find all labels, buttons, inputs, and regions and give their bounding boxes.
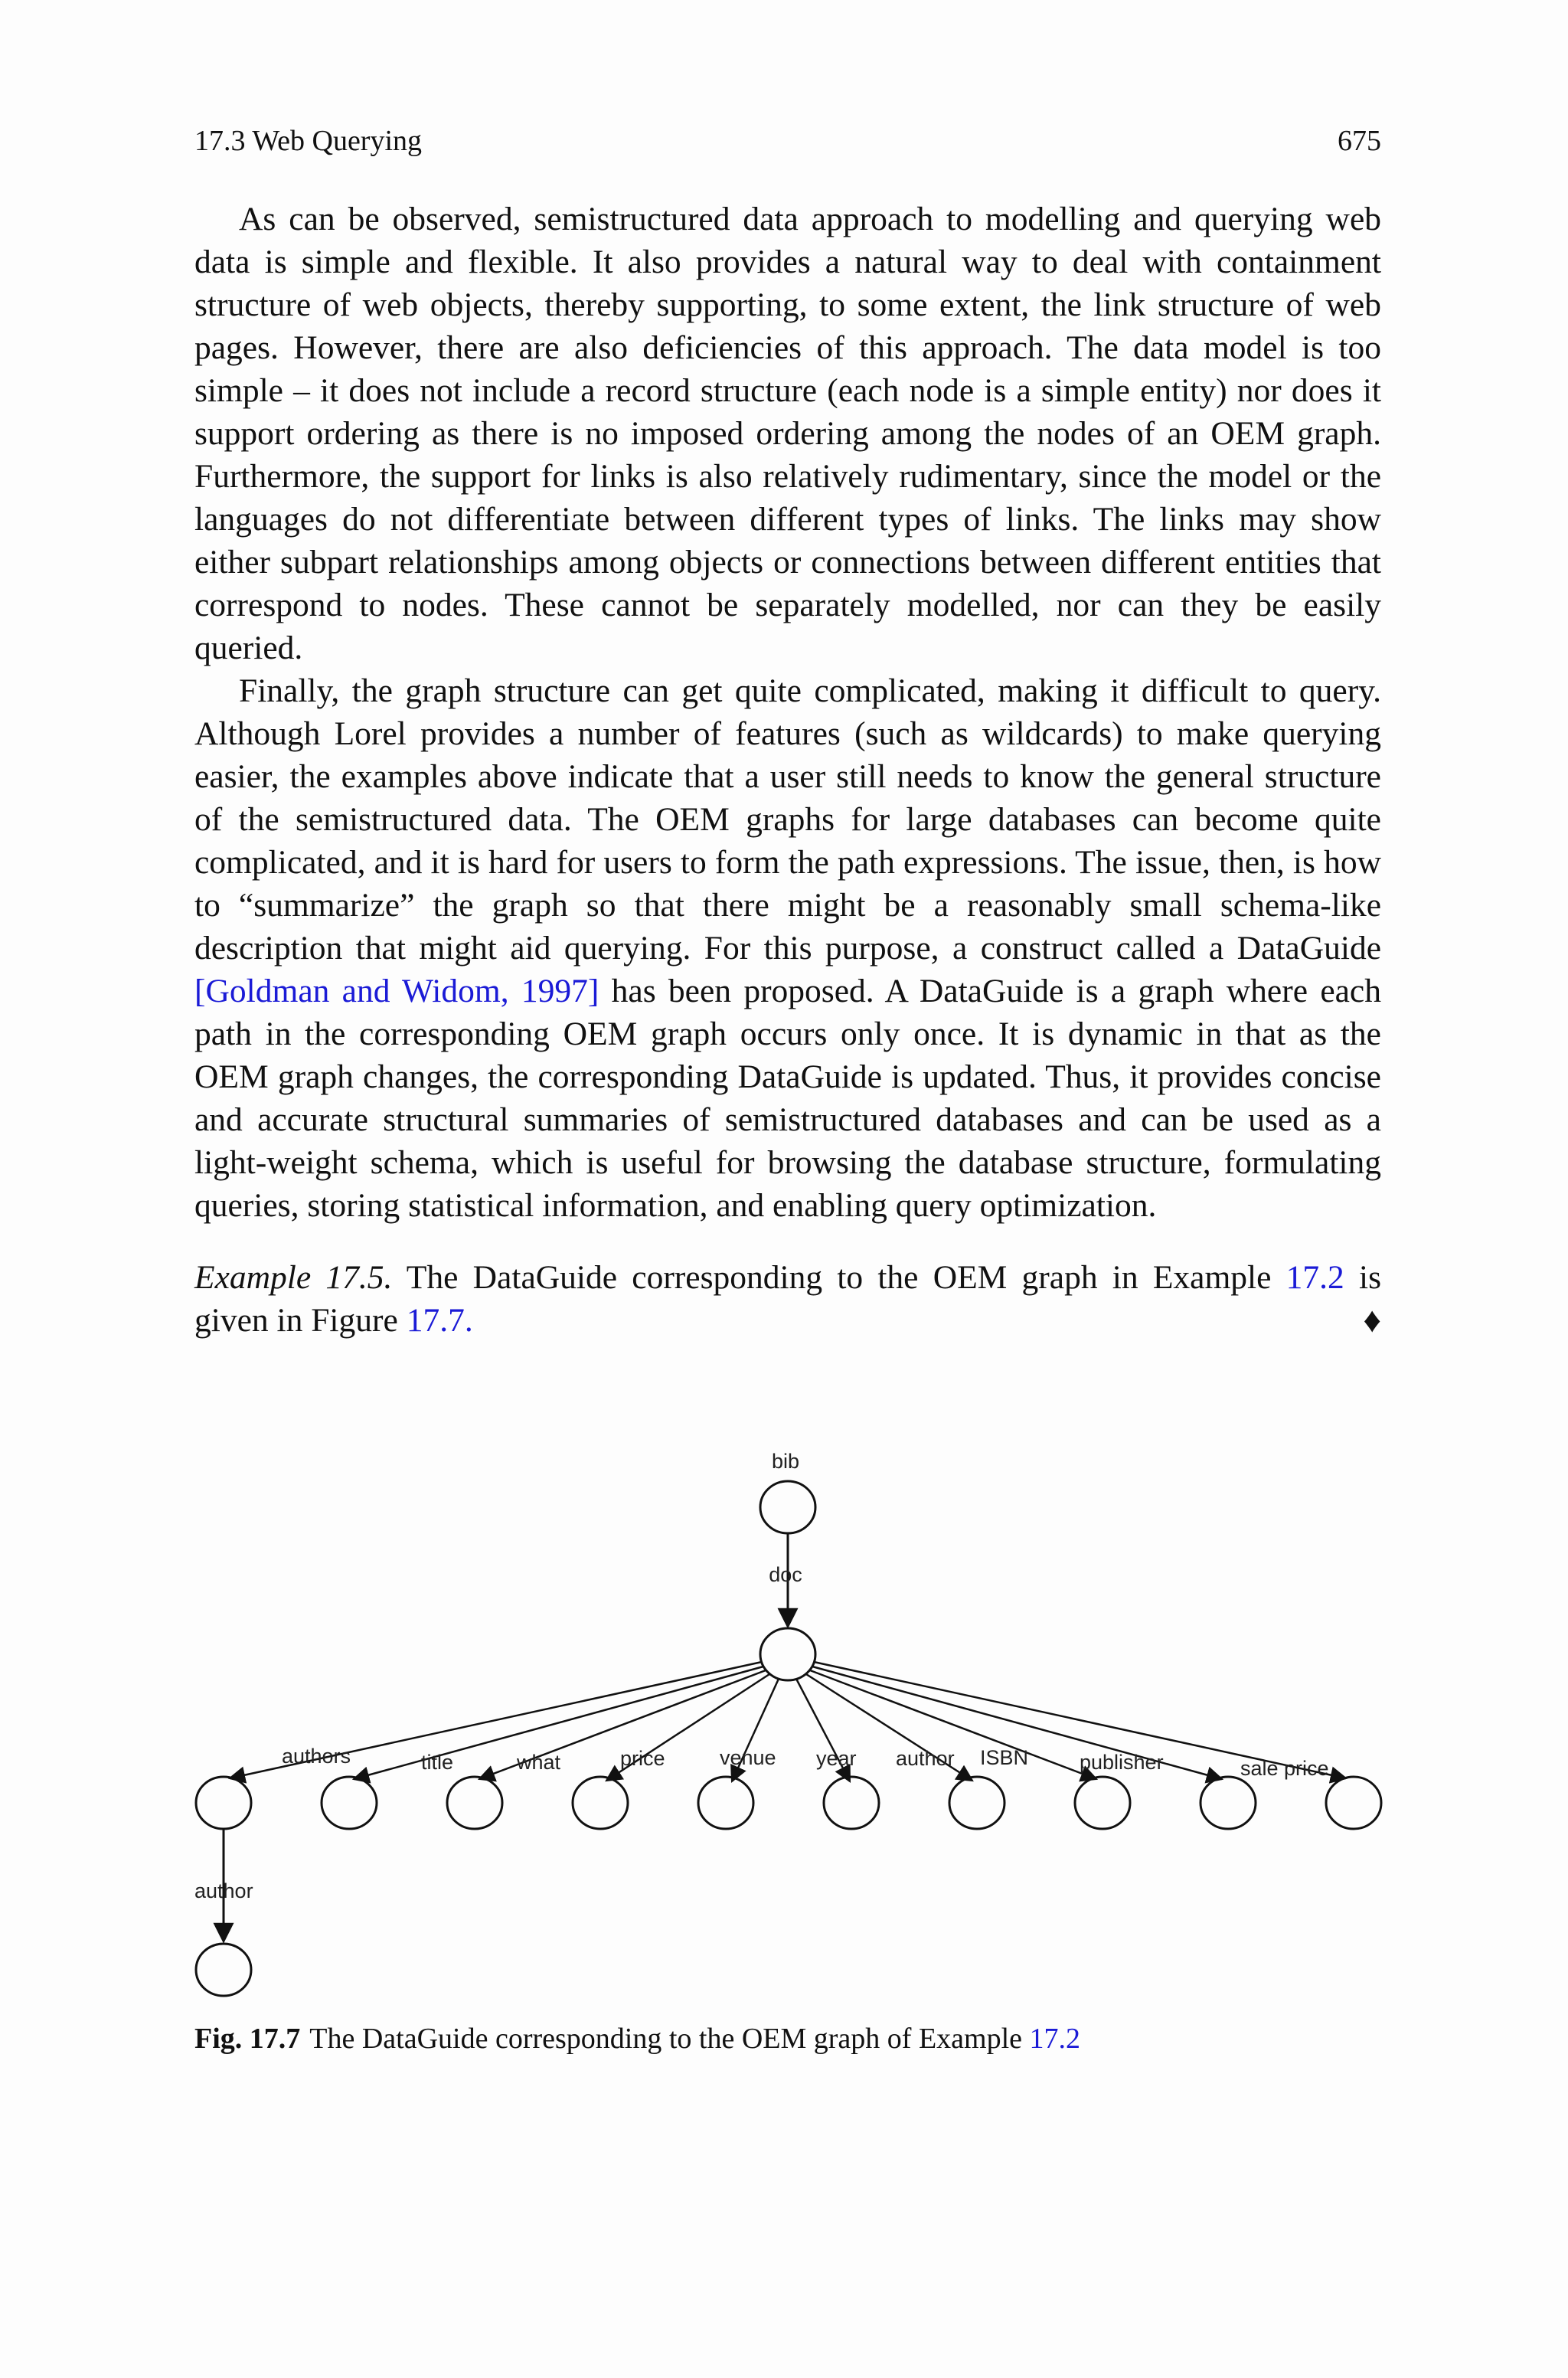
example-block: [194, 1256, 1381, 1342]
edge-label-author: author: [896, 1747, 955, 1770]
doc-node: [760, 1628, 815, 1680]
edge-label-year: year: [816, 1747, 857, 1770]
end-of-example-icon: ♦: [1363, 1300, 1381, 1339]
section-title: 17.3 Web Querying: [194, 125, 423, 157]
caption-text: The DataGuide corresponding to the OEM graph of Example: [309, 2023, 1030, 2055]
node-price: [573, 1777, 628, 1829]
edge-label-what: what: [517, 1751, 561, 1774]
example-text-2: is given in Figure: [194, 1259, 1381, 1339]
edge-label-sale-price: sale price: [1240, 1757, 1329, 1780]
edge-label-title: title: [421, 1751, 454, 1774]
node-isbn: [1075, 1777, 1130, 1829]
edge-label-price: price: [620, 1747, 665, 1770]
node-author: [949, 1777, 1004, 1829]
node-authors-author: [196, 1944, 251, 1996]
example-label: Example 17.5.: [194, 1259, 393, 1296]
caption-label: Fig. 17.7: [194, 2023, 301, 2055]
node-sale-price: [1326, 1777, 1381, 1829]
running-header: [194, 124, 1381, 162]
figure-ref-link[interactable]: 17.7.: [406, 1302, 473, 1339]
figure-caption: [194, 2022, 1381, 2056]
node-publisher: [1200, 1777, 1256, 1829]
citation-link[interactable]: [Goldman and Widom, 1997]: [194, 973, 599, 1009]
body-text: [194, 198, 1381, 1227]
root-label: bib: [771, 1450, 800, 1473]
paragraph-2: [194, 669, 1381, 1227]
root-node: [760, 1481, 815, 1533]
node-venue: [698, 1777, 753, 1829]
paragraph-2-text-before: Finally, the graph structure can get quite complicated, making it difficult to query. Although Lorel provides a number of features (such as wildcards) to make querying easier, the examples above indicate that a user still needs to know the general structure of the semistructured data. The OEM graphs for large databases can become quite complicated, and it is hard for users to form the path expressions. The issue, then, is how to “summarize” the graph so that there might be a reasonably small schema-like description that might aid querying. For this purpose, a construct called a DataGuide: [194, 672, 1381, 967]
node-what: [447, 1777, 502, 1829]
node-title: [322, 1777, 377, 1829]
dataguide-graph: [184, 1425, 1393, 1999]
node-year: [824, 1777, 879, 1829]
edge-label-authors-author: author: [194, 1879, 253, 1902]
paragraph-1: As can be observed, semistructured data approach to modelling and querying web data is simple and flexible. It also provides a natural way to deal with containment structure of web objects, thereby supporting, to some extent, the link structure of web pages. However, there are also deficiencies of this approach. The data model is too simple – it does not include a record structure (each node is a simple entity) nor does it support ordering as there is no imposed ordering among the nodes of an OEM graph. Furthermore, the support for links is also relatively rudimentary, since the model or the languages do not differentiate between different types of links. The links may show either subpart relationships among objects or connections between different entities that correspond to nodes. These cannot be separately modelled, nor can they be easily queried.: [194, 201, 1381, 666]
edge-label-authors: authors: [282, 1745, 351, 1768]
edge-label-doc: doc: [769, 1563, 802, 1586]
page-number: 675: [1338, 125, 1381, 157]
example-text-1: The DataGuide corresponding to the OEM graph in Example: [392, 1259, 1286, 1296]
edge-label-publisher: publisher: [1080, 1751, 1164, 1774]
paragraph-2-text-after: has been proposed. A DataGuide is a graph where each path in the corresponding OEM graph occurs only once. It is dynamic in that as the OEM graph changes, the corresponding DataGuide is updated. Thus, it provides concise and accurate structural summaries of semistructured databases and can be used as a light-weight schema, which is useful for browsing the database structure, formulating queries, storing statistical information, and enabling query optimization.: [194, 973, 1381, 1224]
dataguide-figure: [184, 1425, 1393, 1999]
caption-ref-link[interactable]: 17.2: [1029, 2023, 1081, 2055]
edge-label-venue: venue: [720, 1746, 776, 1769]
edge-label-isbn: ISBN: [980, 1746, 1029, 1769]
example-ref-link[interactable]: 17.2: [1285, 1259, 1344, 1296]
node-authors: [196, 1777, 251, 1829]
